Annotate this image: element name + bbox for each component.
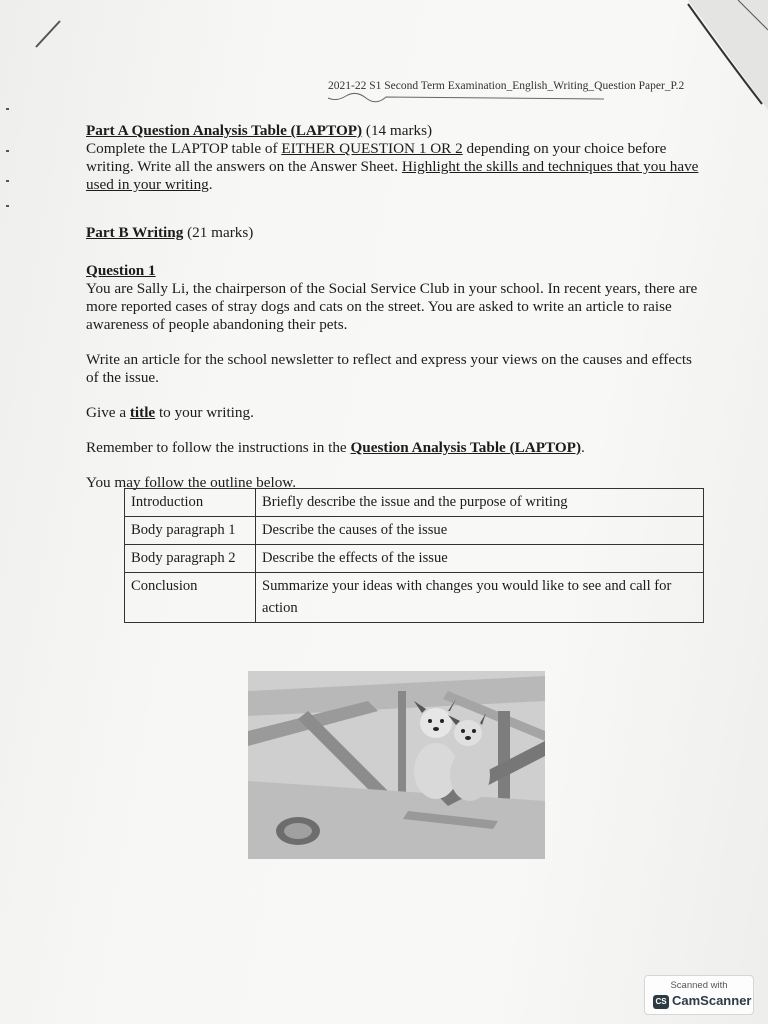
question-1-section — [86, 262, 708, 334]
stray-puppies-photo — [248, 671, 545, 859]
outline-table — [124, 488, 704, 623]
camscanner-logo-icon: CS — [653, 995, 669, 1009]
pen-stroke-mark — [30, 15, 70, 55]
margin-mark — [6, 205, 9, 207]
table-row — [125, 517, 704, 545]
margin-mark — [6, 150, 9, 152]
laptop-reference: Question Analysis Table (LAPTOP) — [350, 439, 582, 456]
outline-section-cell: Introduction — [125, 489, 256, 517]
question-1-scenario: You are Sally Li, the chairperson of the Social Service Club in your school. In recent years, there are more reported cases of stray dogs and cats on the street. You are asked to write an article to raise awareness of people abandoning their pets. — [86, 280, 698, 333]
part-a-highlight-instruction: Highlight the skills and techniques that you have used in your writing — [86, 158, 699, 193]
table-row — [125, 489, 704, 517]
question-1-task: Write an article for the school newsletter to reflect and express your views on the causes and effects of the issue. — [86, 351, 692, 386]
part-a-question-choice: EITHER QUESTION 1 OR 2 — [281, 140, 463, 157]
table-row — [125, 573, 704, 623]
part-b-section — [86, 224, 708, 242]
margin-mark — [6, 108, 9, 110]
part-b-marks: (21 marks) — [183, 224, 254, 241]
outline-intro: You may follow the outline below. — [86, 474, 297, 491]
title-keyword: title — [129, 404, 156, 421]
page-header: 2021-22 S1 Second Term Examination_English_Writing_Question Paper_P.2 — [328, 80, 685, 92]
outline-description-cell: Briefly describe the issue and the purpose of writing — [256, 489, 704, 517]
question-paper-body — [86, 122, 708, 492]
part-a-text: . — [208, 176, 213, 193]
part-b-heading: Part B Writing — [86, 224, 184, 241]
outline-section-cell: Conclusion — [125, 573, 256, 623]
camscanner-name: CamScanner — [672, 993, 752, 1008]
page-corner-fold — [678, 0, 768, 110]
part-a-text: depending on your choice before writing. Write all the answers on the Answer Sheet. — [86, 140, 667, 175]
outline-section-cell: Body paragraph 1 — [125, 517, 256, 545]
question-1-heading: Question 1 — [86, 262, 156, 279]
table-row — [125, 545, 704, 573]
outline-section-cell: Body paragraph 2 — [125, 545, 256, 573]
part-a-marks: (14 marks) — [362, 122, 433, 139]
outline-description-cell: Summarize your ideas with changes you would like to see and call for action — [256, 573, 704, 623]
outline-description-cell: Describe the effects of the issue — [256, 545, 704, 573]
camscanner-badge — [644, 975, 754, 1015]
part-a-heading: Part A Question Analysis Table (LAPTOP) — [86, 122, 363, 139]
part-a-text: Complete the LAPTOP table of — [86, 140, 282, 157]
scanned-with-text: Scanned with — [670, 980, 728, 991]
margin-mark — [6, 180, 9, 182]
outline-description-cell: Describe the causes of the issue — [256, 517, 704, 545]
part-a-section — [86, 122, 708, 194]
question-1-laptop-instruction: Remember to follow the instructions in the Question Analysis Table (LAPTOP). — [86, 439, 585, 456]
header-underline-scribble — [326, 92, 606, 104]
question-1-title-instruction: Give a title to your writing. — [86, 404, 254, 421]
